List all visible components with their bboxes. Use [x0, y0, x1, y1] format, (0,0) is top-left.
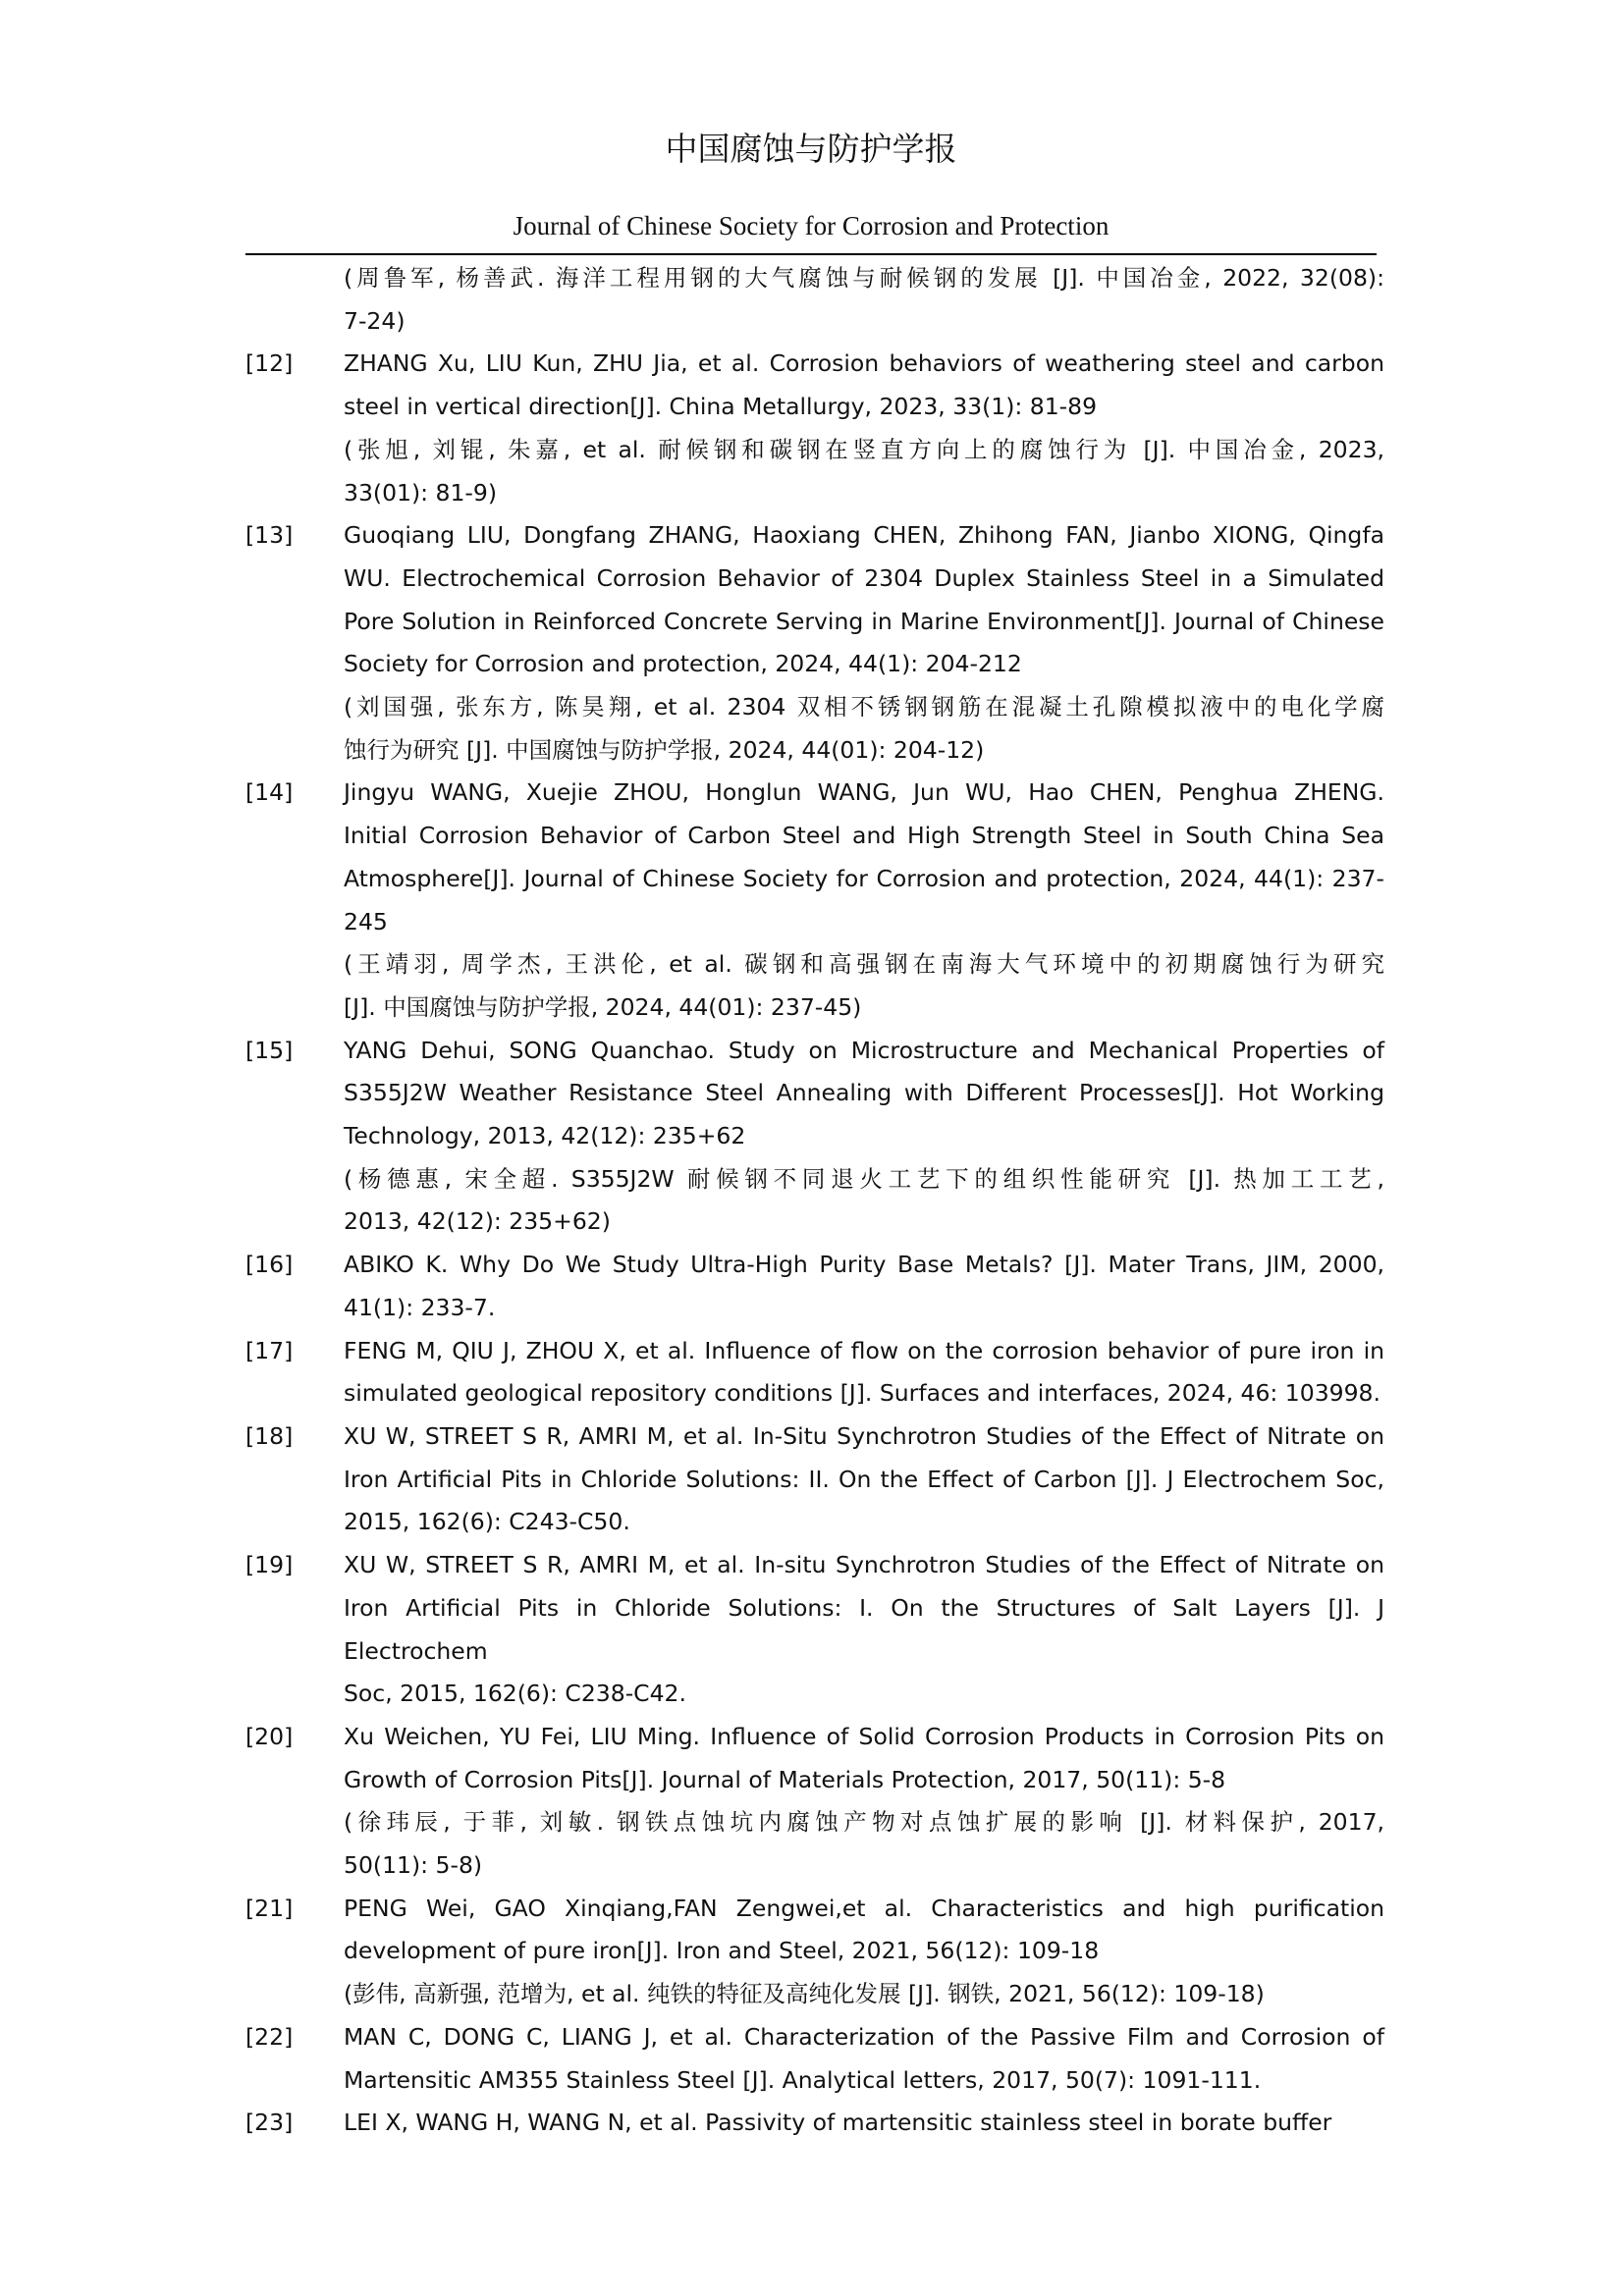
- reference-line: 蚀行为研究 [J]. 中国腐蚀与防护学报, 2024, 44(01): 204-12): [344, 735, 985, 764]
- reference-number: [17]: [245, 1336, 294, 1364]
- reference-number: [15]: [245, 1036, 294, 1064]
- reference-number: [18]: [245, 1421, 294, 1450]
- reference-number: [12]: [245, 349, 294, 378]
- reference-line: (刘国强, 张东方, 陈昊翔, et al. 2304 双相不锈钢钢筋在混凝土孔隙模拟液中的电化学腐: [344, 693, 1384, 721]
- reference-line: Society for Corrosion and protection, 2024, 44(1): 204-212: [344, 650, 1022, 678]
- reference-text: [344, 257, 1384, 343]
- reference-text: [344, 772, 1384, 1029]
- reference-entry: [245, 343, 1384, 514]
- reference-entry: [245, 1415, 1384, 1544]
- reference-line: XU W, STREET S R, AMRI M, et al. In-situ Synchrotron Studies of the Effect of Nitrate on: [344, 1551, 1384, 1579]
- reference-line: (周鲁军, 杨善武. 海洋工程用钢的大气腐蚀与耐候钢的发展 [J]. 中国冶金, 2022, 32(08):: [344, 264, 1384, 292]
- reference-line: XU W, STREET S R, AMRI M, et al. In-Situ Synchrotron Studies of the Effect of Nitrate on: [344, 1421, 1384, 1450]
- reference-line: [J]. 中国腐蚀与防护学报, 2024, 44(01): 237-45): [344, 992, 862, 1021]
- reference-line: 245: [344, 907, 388, 935]
- reference-text: [344, 514, 1384, 772]
- reference-line: Pore Solution in Reinforced Concrete Serving in Marine Environment[J]. Journal of Chinese: [344, 607, 1384, 635]
- reference-entry: [245, 1888, 1384, 2016]
- reference-text: [344, 1888, 1384, 2016]
- reference-text: [344, 1030, 1384, 1245]
- reference-number: [23]: [245, 2109, 294, 2137]
- reference-line: (杨德惠, 宋全超. S355J2W 耐候钢不同退火工艺下的组织性能研究 [J]. 热加工工艺,: [344, 1164, 1384, 1193]
- reference-line: (王靖羽, 周学杰, 王洪伦, et al. 碳钢和高强钢在南海大气环境中的初期腐蚀行为研究: [344, 950, 1384, 979]
- reference-line: ZHANG Xu, LIU Kun, ZHU Jia, et al. Corrosion behaviors of weathering steel and carbon: [344, 349, 1384, 378]
- reference-text: [344, 343, 1384, 514]
- reference-line: FENG M, QIU J, ZHOU X, et al. Influence of flow on the corrosion behavior of pure iron in: [344, 1336, 1384, 1364]
- reference-text: [344, 1716, 1384, 1888]
- reference-line: steel in vertical direction[J]. China Metallurgy, 2023, 33(1): 81-89: [344, 393, 1098, 421]
- reference-line: Xu Weichen, YU Fei, LIU Ming. Influence of Solid Corrosion Products in Corrosion Pits on: [344, 1722, 1384, 1750]
- reference-line: ABIKO K. Why Do We Study Ultra-High Purity Base Metals? [J]. Mater Trans, JIM, 2000,: [344, 1251, 1384, 1279]
- reference-entry: [245, 1330, 1384, 1415]
- reference-line: (彭伟, 高新强, 范增为, et al. 纯铁的特征及高纯化发展 [J]. 钢铁, 2021, 56(12): 109-18): [344, 1980, 1265, 2008]
- journal-title-cn: 中国腐蚀与防护学报: [665, 130, 957, 168]
- reference-entry: [245, 1244, 1384, 1329]
- reference-line: MAN C, DONG C, LIANG J, et al. Characterization of the Passive Film and Corrosion of: [344, 2022, 1384, 2051]
- reference-line: 2013, 42(12): 235+62): [344, 1207, 611, 1236]
- reference-line: 41(1): 233-7.: [344, 1293, 496, 1321]
- reference-line: Iron Artificial Pits in Chloride Solutions: II. On the Effect of Carbon [J]. J Electrochem Soc,: [344, 1465, 1384, 1493]
- reference-text: [344, 1244, 1384, 1329]
- reference-number: [22]: [245, 2022, 294, 2051]
- reference-line: Jingyu WANG, Xuejie ZHOU, Honglun WANG, Jun WU, Hao CHEN, Penghua ZHENG.: [344, 778, 1384, 807]
- reference-line: 50(11): 5-8): [344, 1851, 483, 1880]
- reference-entry: [245, 1544, 1384, 1716]
- reference-text: [344, 1544, 1384, 1716]
- reference-entry: [245, 1030, 1384, 1245]
- reference-line: LEI X, WANG H, WANG N, et al. Passivity of martensitic stainless steel in borate buffer: [344, 2109, 1332, 2137]
- reference-text: [344, 2016, 1384, 2102]
- reference-number: [13]: [245, 521, 294, 550]
- reference-entry: [245, 2016, 1384, 2102]
- reference-line: 7-24): [344, 306, 406, 335]
- reference-line: Soc, 2015, 162(6): C238-C42.: [344, 1680, 686, 1708]
- journal-title-en: Journal of Chinese Society for Corrosion and Protection: [513, 211, 1110, 240]
- reference-number: [16]: [245, 1251, 294, 1279]
- reference-line: Growth of Corrosion Pits[J]. Journal of Materials Protection, 2017, 50(11): 5-8: [344, 1765, 1226, 1793]
- reference-number: [20]: [245, 1722, 294, 1750]
- reference-line: 33(01): 81-9): [344, 478, 498, 507]
- reference-entry: [245, 2102, 1384, 2145]
- reference-entry: [245, 772, 1384, 1029]
- reference-text: [344, 1415, 1384, 1544]
- reference-entry: [245, 1716, 1384, 1888]
- reference-line: Martensitic AM355 Stainless Steel [J]. Analytical letters, 2017, 50(7): 1091-111.: [344, 2065, 1262, 2094]
- reference-line: Iron Artificial Pits in Chloride Solutions: I. On the Structures of Salt Layers [J]. J Electrochem: [344, 1593, 1384, 1665]
- reference-line: Atmosphere[J]. Journal of Chinese Society for Corrosion and protection, 2024, 44(1): 237-: [344, 864, 1384, 892]
- reference-number: [14]: [245, 778, 294, 807]
- reference-number: [19]: [245, 1551, 294, 1579]
- reference-line: development of pure iron[J]. Iron and Steel, 2021, 56(12): 109-18: [344, 1937, 1100, 1965]
- reference-line: PENG Wei, GAO Xinqiang,FAN Zengwei,et al. Characteristics and high purification: [344, 1894, 1384, 1922]
- reference-line: (徐玮辰, 于菲, 刘敏. 钢铁点蚀坑内腐蚀产物对点蚀扩展的影响 [J]. 材料保护, 2017,: [344, 1808, 1384, 1837]
- reference-line: (张旭, 刘锟, 朱嘉, et al. 耐候钢和碳钢在竖直方向上的腐蚀行为 [J]. 中国冶金, 2023,: [344, 435, 1384, 463]
- reference-number: [21]: [245, 1894, 294, 1922]
- reference-line: Guoqiang LIU, Dongfang ZHANG, Haoxiang CHEN, Zhihong FAN, Jianbo XIONG, Qingfa: [344, 521, 1384, 550]
- reference-list: [245, 257, 1384, 2145]
- reference-line: YANG Dehui, SONG Quanchao. Study on Microstructure and Mechanical Properties of: [344, 1036, 1384, 1064]
- reference-text: [344, 1330, 1384, 1415]
- reference-entry: [245, 257, 1384, 343]
- reference-line: Initial Corrosion Behavior of Carbon Steel and High Strength Steel in South China Sea: [344, 822, 1384, 850]
- header-divider: [245, 253, 1377, 255]
- reference-line: Technology, 2013, 42(12): 235+62: [344, 1122, 746, 1150]
- reference-line: S355J2W Weather Resistance Steel Annealing with Different Processes[J]. Hot Working: [344, 1079, 1384, 1107]
- reference-line: 2015, 162(6): C243-C50.: [344, 1508, 630, 1536]
- reference-entry: [245, 514, 1384, 772]
- reference-line: WU. Electrochemical Corrosion Behavior of 2304 Duplex Stainless Steel in a Simulated: [344, 563, 1384, 592]
- reference-text: [344, 2102, 1384, 2145]
- reference-line: simulated geological repository conditions [J]. Surfaces and interfaces, 2024, 46: 103998.: [344, 1379, 1380, 1408]
